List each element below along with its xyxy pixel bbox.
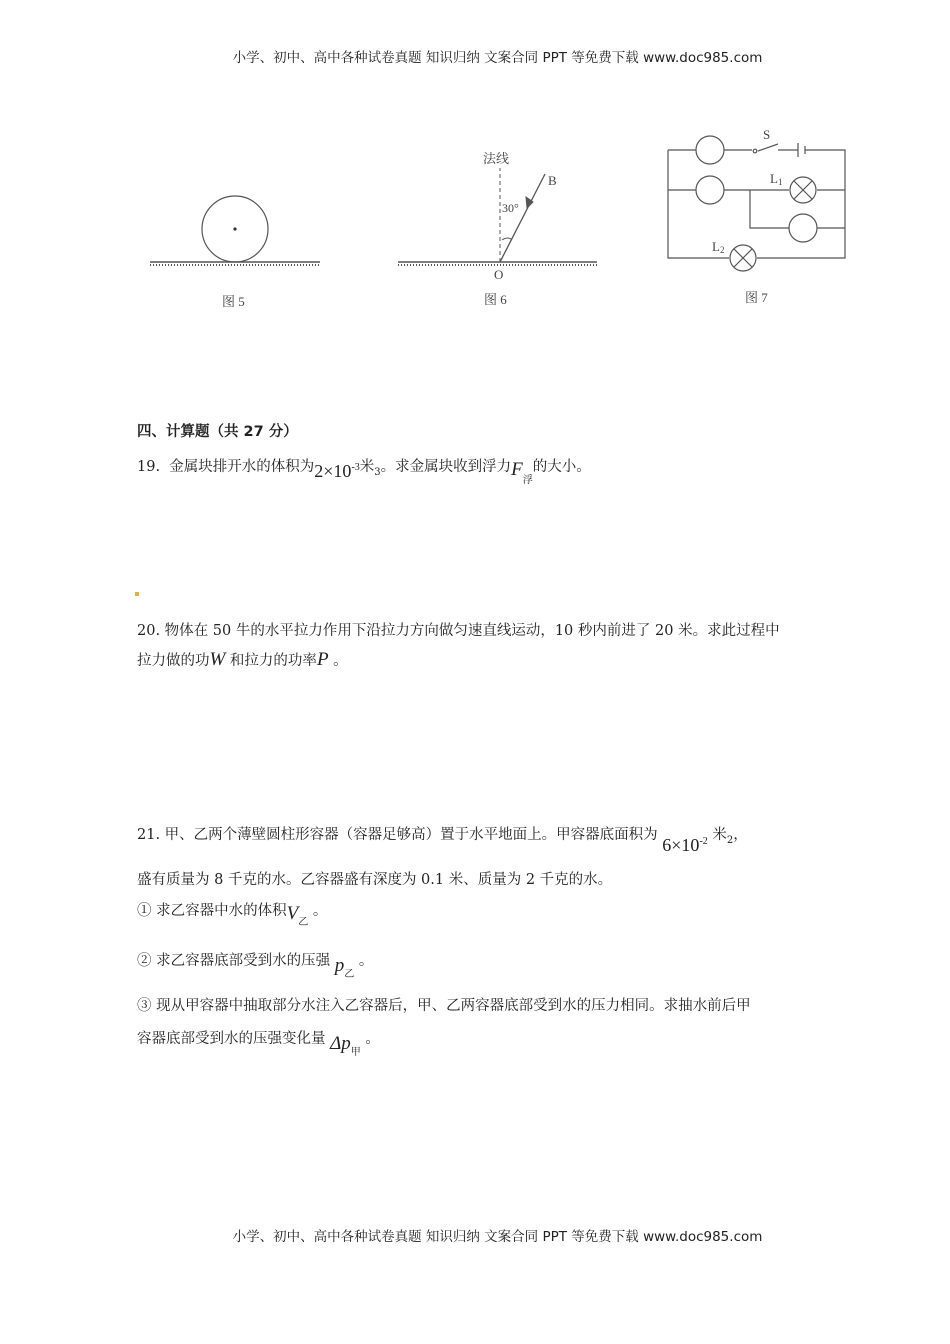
meter-3 [789,214,817,242]
fig7-caption: 图 7 [745,290,768,305]
question-20-line1: 20. 物体在 50 牛的水平拉力作用下沿拉力方向做匀速直线运动，10 秒内前进了 20 米。求此过程中 [137,623,780,639]
point-b-label: B [548,173,557,188]
l1-label: L1 [770,171,783,187]
question-21-line1: 21. 甲、乙两个薄壁圆柱形容器（容器足够高）置于水平地面上。甲容器底面积为 $6\times 10^{-2}$ 米$_2$， [137,827,748,855]
meter-1 [696,136,724,164]
question-21-part2: ② 求乙容器底部受到水的压强 $p_乙$ 。 [137,953,374,980]
figure-7-circuit [668,127,845,305]
normal-label: 法线 [483,151,510,166]
question-20-line2: 拉力做的功W 和拉力的功率P 。 [137,649,348,670]
angle-label: 30° [502,201,519,215]
l2-label: L2 [712,239,725,255]
question-21-line2: 盛有质量为 8 千克的水。乙容器盛有深度为 0.1 米、质量为 2 千克的水。 [137,872,613,888]
page-header: 小学、初中、高中各种试卷真题 知识归纳 文案合同 PPT 等免费下载 www.doc985.com [232,50,763,66]
point-o-label: O [494,267,504,282]
question-21-part1: ① 求乙容器中水的体积$V_乙$ 。 [137,903,328,928]
section-title: 四、计算题（共 27 分） [137,424,298,440]
switch-label: S [763,127,771,142]
figure-5 [150,196,320,309]
fig5-caption: 图 5 [222,294,245,309]
marker [135,592,139,596]
meter-2 [696,176,724,204]
figure-6 [398,151,597,307]
fig6-caption: 图 6 [484,292,507,307]
question-19: 19. 金属块排开水的体积为$2\times 10^{-3}$米$_3$。求金属块收到浮力$F_浮$的大小。 [137,459,591,486]
question-21-part3-line1: ③ 现从甲容器中抽取部分水注入乙容器后，甲、乙两容器底部受到水的压力相同。求抽水前后甲 [137,998,751,1014]
page-footer: 小学、初中、高中各种试卷真题 知识归纳 文案合同 PPT 等免费下载 www.doc985.com [232,1229,763,1245]
figures [0,0,950,330]
question-21-part3-line2: 容器底部受到水的压强变化量 $\Delta p_甲$ 。 [137,1031,380,1058]
